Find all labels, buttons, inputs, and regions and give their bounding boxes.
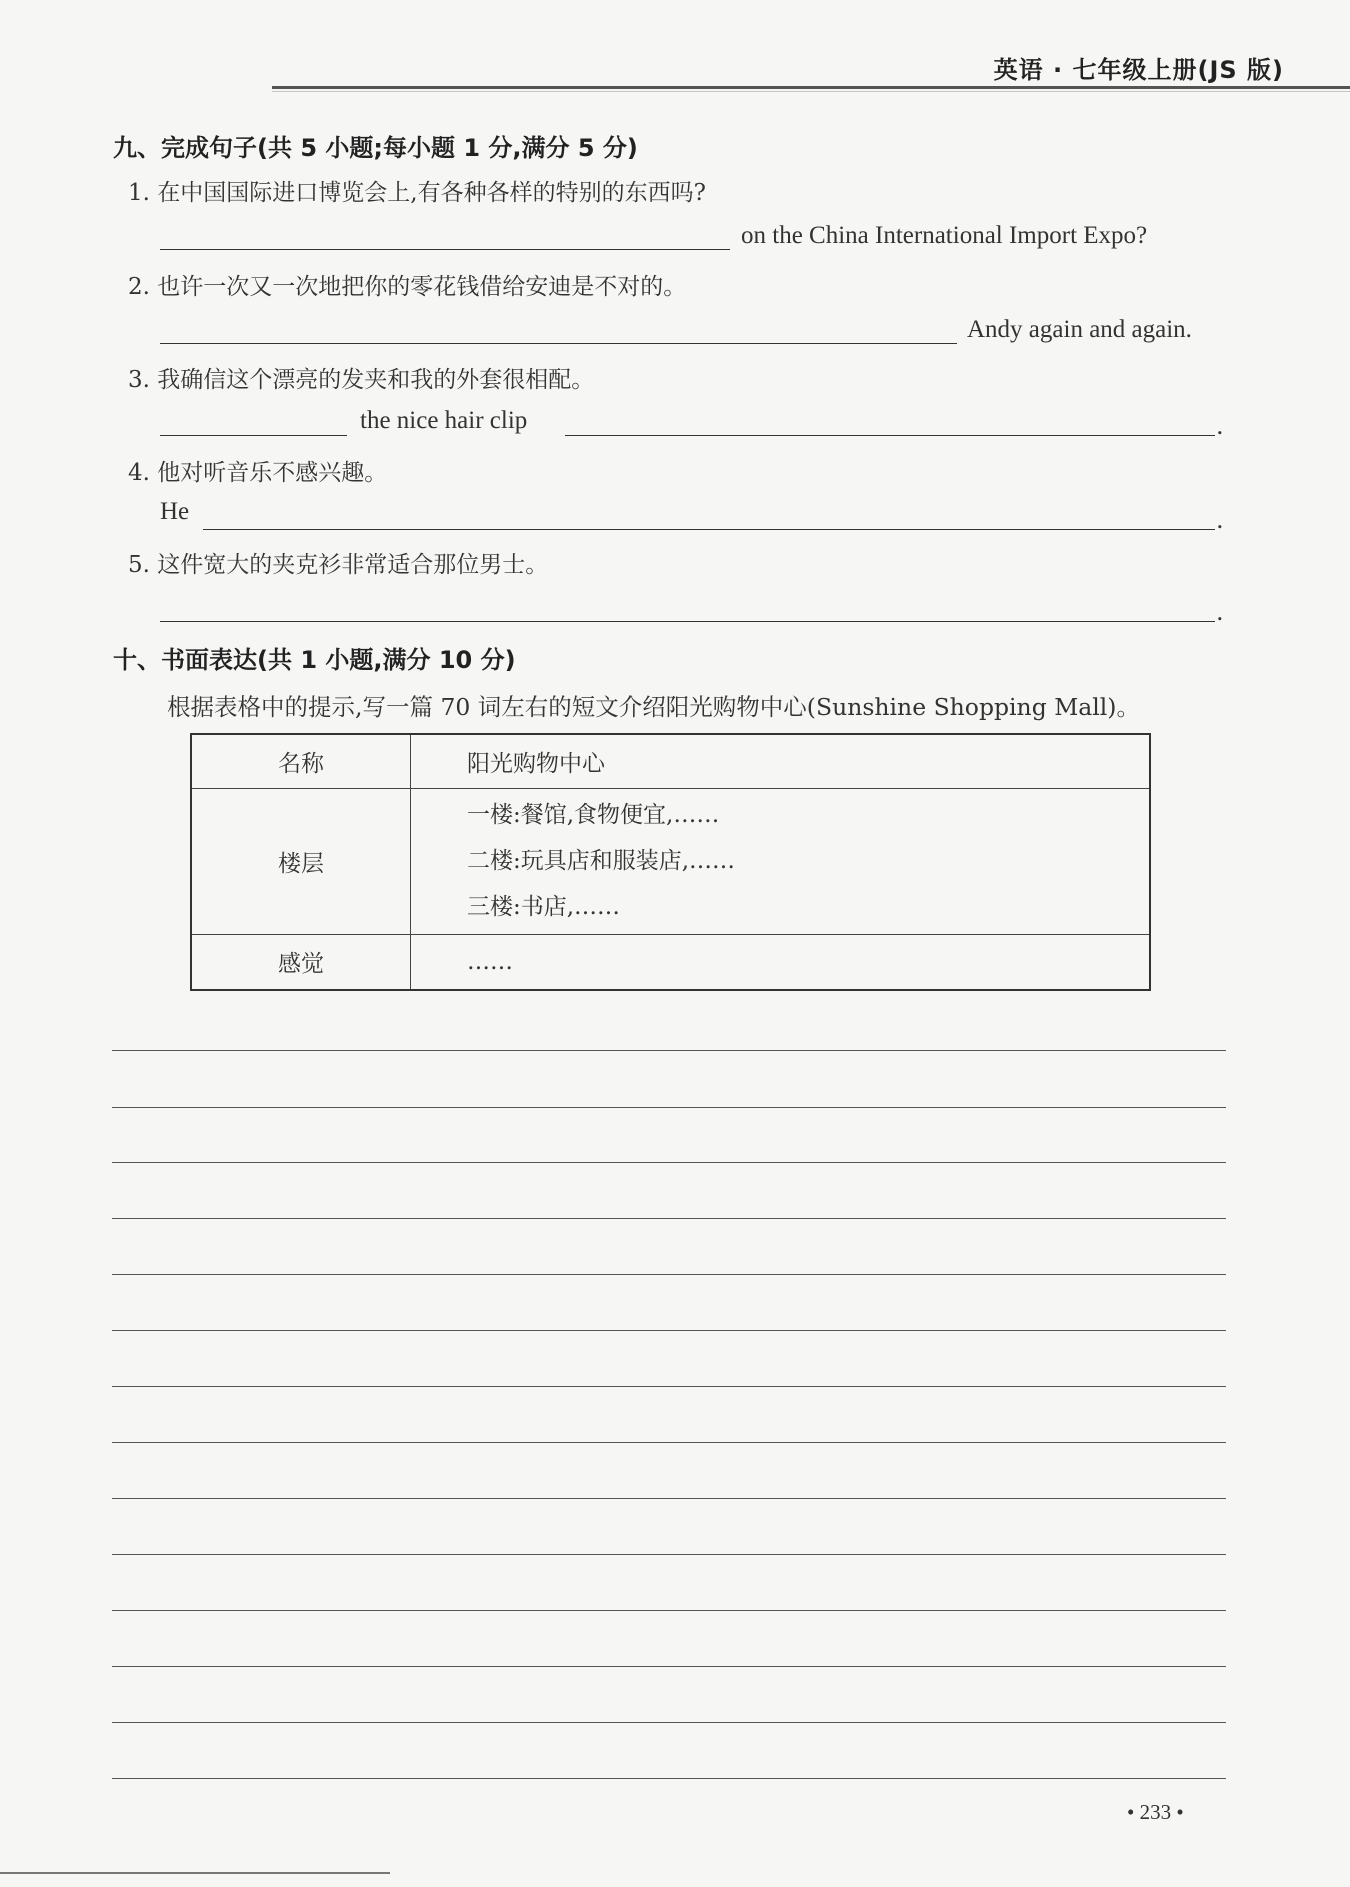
row-label-floors: 楼层 <box>191 788 411 934</box>
q3-middle: the nice hair clip <box>360 407 528 434</box>
writing-line[interactable] <box>112 1498 1226 1499</box>
floor-1-text: 一楼:餐馆,食物便宜,…… <box>467 802 720 828</box>
hint-table <box>190 733 1151 991</box>
floor-2-text: 二楼:玩具店和服装店,…… <box>467 848 736 874</box>
running-header: 英语 · 七年级上册(JS 版) <box>993 56 1284 84</box>
writing-line[interactable] <box>112 1107 1226 1108</box>
q5-prompt: 5. 这件宽大的夹克衫非常适合那位男士。 <box>128 552 549 578</box>
writing-line[interactable] <box>112 1442 1226 1443</box>
q2-prompt: 2. 也许一次又一次地把你的零花钱借给安迪是不对的。 <box>128 274 687 300</box>
q4-lead: He <box>160 498 190 525</box>
q4-answer-blank[interactable] <box>203 529 1215 530</box>
writing-line[interactable] <box>112 1162 1226 1163</box>
writing-line[interactable] <box>112 1722 1226 1723</box>
page-bottom-edge <box>0 1872 390 1874</box>
section-10-title: 十、书面表达(共 1 小题,满分 10 分) <box>113 646 516 674</box>
q3-answer-blank-1[interactable] <box>160 435 347 436</box>
writing-line[interactable] <box>112 1330 1226 1331</box>
header-rule-shadow <box>272 91 1350 92</box>
writing-line[interactable] <box>112 1050 1226 1051</box>
table-row <box>191 934 1150 990</box>
q4-prompt: 4. 他对听音乐不感兴趣。 <box>128 460 388 486</box>
floor-3-text: 三楼:书店,…… <box>467 894 621 920</box>
q4-period: . <box>1216 506 1224 534</box>
row-label-feeling: 感觉 <box>191 934 411 990</box>
q3-period: . <box>1216 412 1224 440</box>
q5-answer-blank[interactable] <box>160 621 1215 622</box>
page-number: • 233 • <box>1127 1800 1184 1824</box>
writing-line[interactable] <box>112 1666 1226 1667</box>
q1-answer-blank[interactable] <box>160 249 730 250</box>
writing-line[interactable] <box>112 1610 1226 1611</box>
writing-line[interactable] <box>112 1778 1226 1779</box>
q1-tail: on the China International Import Expo? <box>741 222 1148 249</box>
writing-line[interactable] <box>112 1218 1226 1219</box>
q5-period: . <box>1216 598 1224 626</box>
q2-answer-blank[interactable] <box>160 343 957 344</box>
section-9-title: 九、完成句子(共 5 小题;每小题 1 分,满分 5 分) <box>113 134 638 162</box>
row-label-name: 名称 <box>191 734 411 788</box>
q2-tail: Andy again and again. <box>967 316 1192 343</box>
writing-line[interactable] <box>112 1554 1226 1555</box>
row-value-feeling: …… <box>411 934 1151 990</box>
q1-prompt: 1. 在中国国际进口博览会上,有各种各样的特别的东西吗? <box>128 180 706 206</box>
row-value-floors <box>411 788 1151 934</box>
header-rule <box>272 86 1350 89</box>
q3-prompt: 3. 我确信这个漂亮的发夹和我的外套很相配。 <box>128 367 595 393</box>
row-value-name: 阳光购物中心 <box>411 734 1151 788</box>
writing-line[interactable] <box>112 1274 1226 1275</box>
writing-line[interactable] <box>112 1386 1226 1387</box>
table-row <box>191 734 1150 788</box>
writing-instruction: 根据表格中的提示,写一篇 70 词左右的短文介绍阳光购物中心(Sunshine Shopping Mall)。 <box>167 693 1140 721</box>
table-row <box>191 788 1150 934</box>
q3-answer-blank-2[interactable] <box>565 435 1215 436</box>
